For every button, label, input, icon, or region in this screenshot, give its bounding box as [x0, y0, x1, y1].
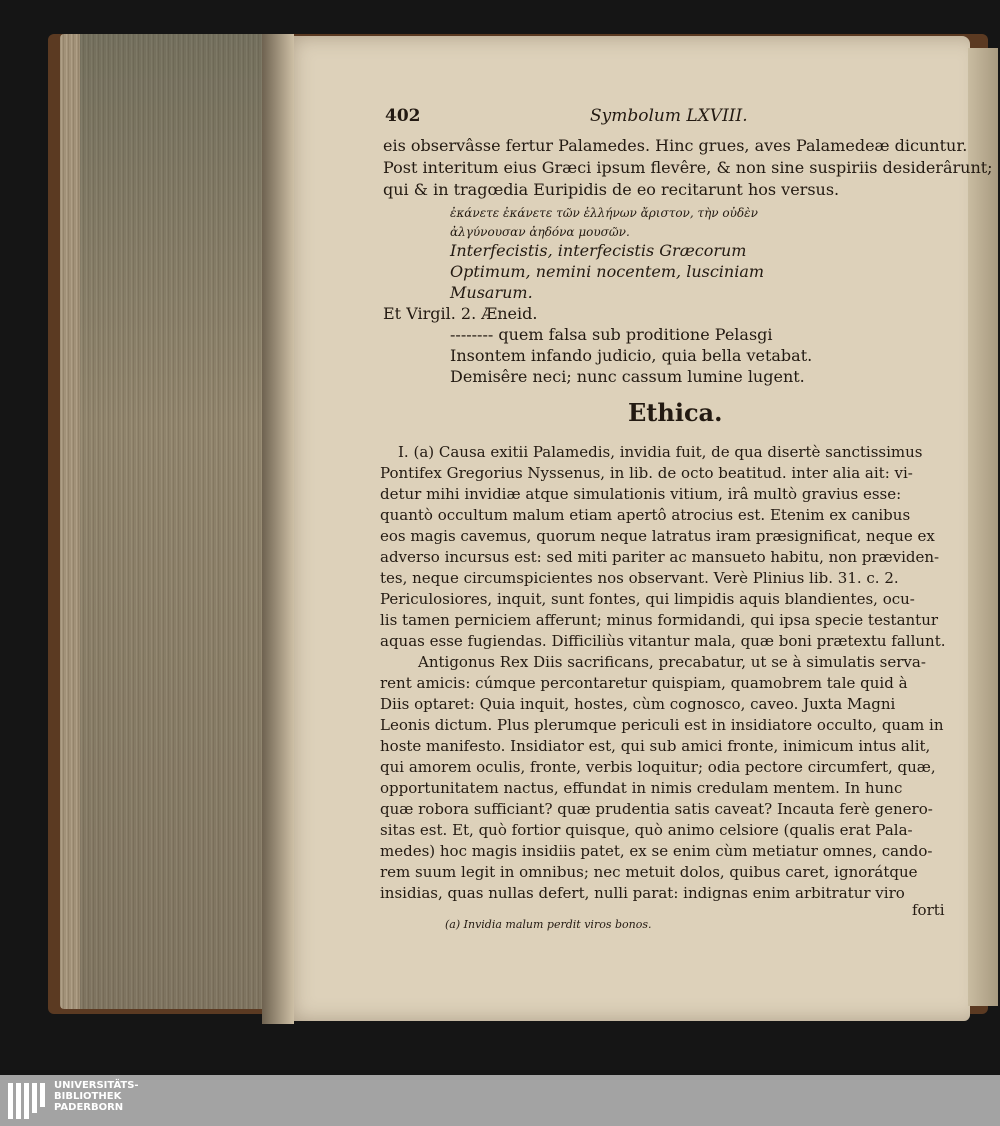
footnote: (a) Invidia malum perdit viros bonos. [445, 918, 652, 931]
logo-line: UNIVERSITÄTS- [54, 1080, 139, 1091]
body-line: qui amorem oculis, fronte, verbis loquitur; odia pectore circumfert, quæ, [380, 758, 936, 776]
body-line: quæ robora sufficiant? quæ prudentia satis caveat? Incauta ferè genero- [380, 800, 933, 818]
library-footer [0, 1075, 1000, 1126]
body-line: rent amicis: cúmque percontaretur quispiam, quamobrem tale quid à [380, 674, 908, 692]
body-line: eos magis cavemus, quorum neque latratus iram præsignificat, neque ex [380, 527, 935, 545]
body-line: sitas est. Et, quò fortior quisque, quò animo celsiore (qualis erat Pala- [380, 821, 913, 839]
section-heading: Ethica. [628, 398, 723, 427]
body-line: hoste manifesto. Insidiator est, qui sub amici fronte, inimicum intus alit, [380, 737, 931, 755]
library-logo-text [54, 1080, 139, 1113]
latin-verse-line: Musarum. [450, 283, 533, 302]
logo-line: BIBLIOTHEK [54, 1091, 122, 1102]
latin-verse-line: Interfecistis, interfecistis Græcorum [450, 241, 747, 260]
logo-line: PADERBORN [54, 1102, 124, 1113]
body-line: lis tamen perniciem afferunt; minus formidandi, qui ipsa specie testantur [380, 611, 939, 629]
body-line: rem suum legit in omnibus; nec metuit dolos, quibus caret, ignorátque [380, 863, 918, 881]
library-logo-icon [8, 1083, 48, 1119]
body-line: adverso incursus est: sed miti pariter ac mansueto habitu, non præviden- [380, 548, 940, 566]
body-line: Periculosiores, inquit, sunt fontes, qui limpidis aquis blandientes, ocu- [380, 590, 915, 608]
text-line: Post interitum eius Græci ipsum flevêre, & non sine suspiriis desiderârunt; [383, 158, 993, 177]
body-line: Pontifex Gregorius Nyssenus, in lib. de octo beatitud. inter alia ait: vi- [380, 464, 913, 482]
catchword: forti [912, 901, 945, 919]
virgil-verse-line: -------- quem falsa sub proditione Pelasgi [450, 325, 773, 344]
virgil-verse-line: Demisêre neci; nunc cassum lumine lugent. [450, 367, 805, 386]
body-line: I. (a) Causa exitii Palamedis, invidia fuit, de qua disertè sanctissimus [398, 443, 923, 461]
body-line: tes, neque circumspicientes nos observant. Verè Plinius lib. 31. c. 2. [380, 569, 899, 587]
body-line: insidias, quas nullas defert, nulli parat: indignas enim arbitratur viro [380, 884, 905, 902]
body-line: medes) hoc magis insidiis patet, ex se enim cùm metiatur omnes, cando- [380, 842, 933, 860]
page-number: 402 [385, 106, 421, 126]
text-line: qui & in tragœdia Euripidis de eo recitarunt hos versus. [383, 180, 840, 199]
body-line: aquas esse fugiendas. Difficiliùs vitantur mala, quæ boni prætextu fallunt. [380, 632, 946, 650]
body-line: opportunitatem nactus, effundat in nimis credulam mentem. In hunc [380, 779, 903, 797]
virgil-reference: Et Virgil. 2. Æneid. [383, 304, 538, 323]
greek-verse-line: ἀλγύνουσαν ἀηδόνα μουσῶν. [450, 225, 630, 239]
page-gutter [262, 34, 294, 1024]
body-line: Diis optaret: Quia inquit, hostes, cùm cognosco, caveo. Juxta Magni [380, 695, 896, 713]
running-title: Symbolum LXVIII. [590, 106, 748, 126]
facing-page-edge [968, 48, 998, 1006]
virgil-verse-line: Insontem infando judicio, quia bella vetabat. [450, 346, 813, 365]
latin-verse-line: Optimum, nemini nocentem, lusciniam [450, 262, 765, 281]
body-line: quantò occultum malum etiam apertô atrocius est. Etenim ex canibus [380, 506, 911, 524]
page-block-edge [60, 34, 275, 1009]
body-line: Antigonus Rex Diis sacrificans, precabatur, ut se à simulatis serva- [418, 653, 926, 671]
body-line: detur mihi invidiæ atque simulationis vitium, irâ multò gravius esse: [380, 485, 902, 503]
text-line: eis observâsse fertur Palamedes. Hinc grues, aves Palamedeæ dicuntur. [383, 136, 968, 155]
page-header [385, 106, 955, 130]
body-line: Leonis dictum. Plus plerumque periculi est in insidiatore occulto, quam in [380, 716, 944, 734]
greek-verse-line: ἐκάνετε ἐκάνετε τῶν ἑλλήνων ἄριστον, τὴν οὐδὲν [450, 206, 758, 220]
